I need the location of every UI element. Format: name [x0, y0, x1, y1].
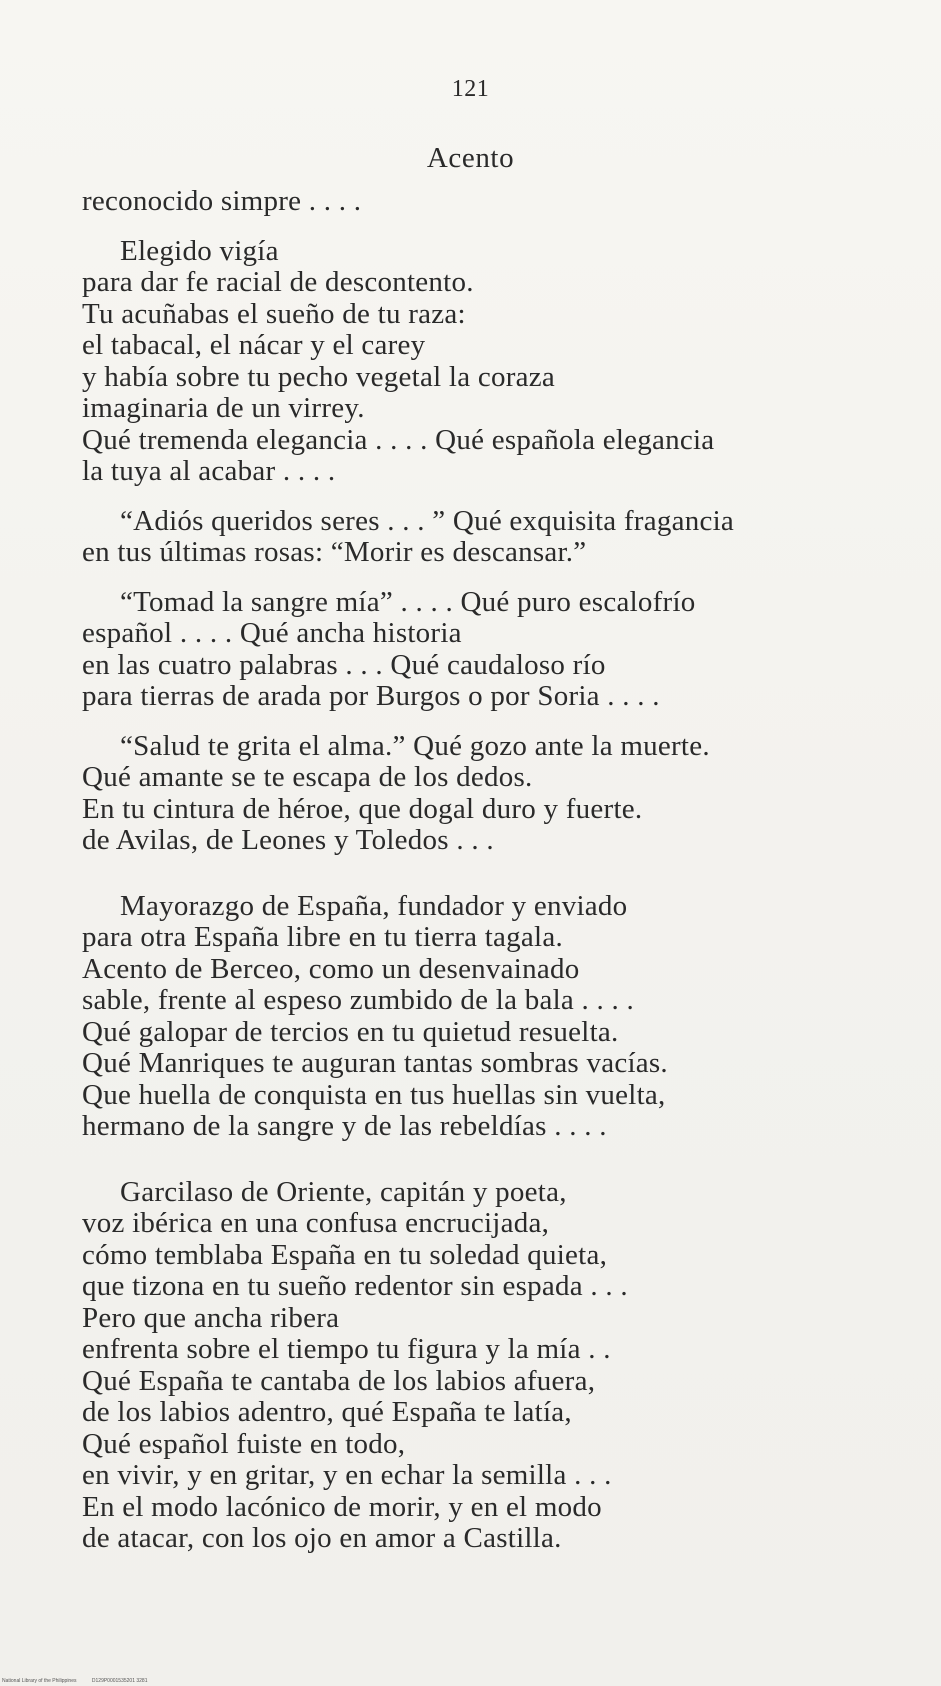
poem-line: y había sobre tu pecho vegetal la coraza: [82, 360, 555, 393]
footer-library: National Library of the Philippines: [2, 1678, 77, 1684]
poem-line: Qué Manriques te auguran tantas sombras vacías.: [82, 1047, 668, 1079]
poem-line: voz ibérica en una confusa encrucijada,: [82, 1207, 550, 1239]
poem-line: para tierras de arada por Burgos o por Soria . . . .: [82, 680, 660, 712]
poem-line: cómo temblaba España en tu soledad quieta,: [82, 1238, 608, 1271]
poem-line: que tizona en tu sueño redentor sin espada . . .: [82, 1270, 628, 1302]
poem-line: de Avilas, de Leones y Toledos . . .: [82, 824, 494, 856]
poem-line: reconocido simpre . . . .: [82, 185, 362, 217]
poem-line: Acento de Berceo, como un desenvainado: [82, 952, 580, 985]
stanza: [82, 1177, 902, 1555]
poem-line: español . . . . Qué ancha historia: [82, 617, 462, 649]
poem-line: Qué amante se te escapa de los dedos.: [82, 761, 533, 793]
poem-line: Tu acuñabas el sueño de tu raza:: [82, 297, 466, 330]
stanza: [82, 731, 902, 857]
page-title: Acento: [426, 142, 515, 174]
stanza: [82, 186, 902, 218]
poem-line: enfrenta sobre el tiempo tu figura y la mía . .: [82, 1333, 611, 1365]
poem-line: “Tomad la sangre mía” . . . . Qué puro escalofrío: [120, 585, 696, 618]
poem-line: en tus últimas rosas: “Morir es descansar.”: [82, 536, 587, 568]
poem-line: Que huella de conquista en tus huellas sin vuelta,: [82, 1078, 666, 1111]
poem-line: Qué España te cantaba de los labios afuera,: [82, 1364, 596, 1397]
poem-line: el tabacal, el nácar y el carey: [82, 329, 426, 361]
stanza: [82, 236, 902, 488]
poem-line: Mayorazgo de España, fundador y enviado: [120, 889, 628, 922]
poem-line: Qué galopar de tercios en tu quietud resuelta.: [82, 1015, 619, 1048]
stanza: [82, 891, 902, 1143]
scan-footer: [2, 1678, 148, 1684]
poem-line: Elegido vigía: [120, 234, 279, 267]
poem-line: Garcilaso de Oriente, capitán y poeta,: [120, 1175, 567, 1208]
footer-code: D129P0001535201 3281: [91, 1678, 148, 1684]
poem-line: de atacar, con los ojo en amor a Castilla.: [82, 1522, 562, 1554]
poem-line: Qué español fuiste en todo,: [82, 1427, 406, 1460]
poem-line: “Salud te grita el alma.” Qué gozo ante la muerte.: [120, 729, 710, 762]
poem-line: En tu cintura de héroe, que dogal duro y fuerte.: [82, 792, 643, 825]
poem-line: sable, frente al espeso zumbido de la bala . . . .: [82, 984, 635, 1016]
stanza: [82, 587, 902, 713]
poem-body: [82, 186, 902, 1573]
poem-line: Qué tremenda elegancia . . . . Qué española elegancia: [82, 423, 715, 456]
poem-line: en las cuatro palabras . . . Qué caudaloso río: [82, 648, 606, 681]
stanza: [82, 506, 902, 569]
poem-line: En el modo lacónico de morir, y en el modo: [82, 1490, 602, 1523]
poem-line: “Adiós queridos seres . . . ” Qué exquisita fragancia: [120, 504, 734, 537]
poem-line: para dar fe racial de descontento.: [82, 266, 474, 298]
poem-line: de los labios adentro, qué España te latía,: [82, 1396, 572, 1428]
poem-line: en vivir, y en gritar, y en echar la semilla . . .: [82, 1459, 612, 1491]
poem-line: para otra España libre en tu tierra tagala.: [82, 921, 563, 953]
page-number: 121: [451, 76, 490, 102]
poem-line: la tuya al acabar . . . .: [82, 455, 336, 487]
poem-line: hermano de la sangre y de las rebeldías . . . .: [82, 1110, 607, 1142]
poem-line: Pero que ancha ribera: [82, 1301, 340, 1334]
poem-line: imaginaria de un virrey.: [82, 392, 365, 424]
